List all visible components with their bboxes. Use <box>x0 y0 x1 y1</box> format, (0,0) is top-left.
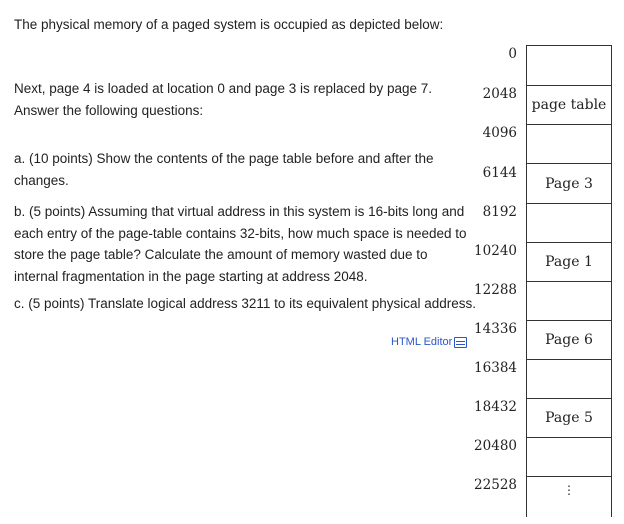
question-a: a. (10 points) Show the contents of the page table before and after the changes. <box>14 151 434 188</box>
address-label: 10240 <box>474 243 517 259</box>
frame-divider <box>527 124 611 125</box>
address-label: 16384 <box>474 360 517 376</box>
frame-content-page-3: Page 3 <box>545 176 593 192</box>
physical-memory-diagram <box>526 45 612 517</box>
address-label: 2048 <box>482 86 517 102</box>
frame-content-page-table: page table <box>531 97 607 113</box>
frame-content-page-5: Page 5 <box>545 410 593 426</box>
frame-divider <box>527 476 611 477</box>
frame-divider <box>527 163 611 164</box>
address-label: 0 <box>508 46 517 62</box>
frame-divider <box>527 85 611 86</box>
continuation-dots: ⋮ <box>563 483 575 497</box>
html-editor-link[interactable] <box>391 336 467 348</box>
instructions-text: Next, page 4 is loaded at location 0 and page 3 is replaced by page 7. Answer the following questions: <box>14 81 433 118</box>
question-b: b. (5 points) Assuming that virtual address in this system is 16-bits long and each entry of the page-table contains 32-bits, how much space is needed to store the page table? Calculate the amount of memory wasted due to internal fragmentation in the page starting at address 2048. <box>14 204 467 284</box>
address-label: 14336 <box>474 321 517 337</box>
frame-divider <box>527 281 611 282</box>
frame-divider <box>527 398 611 399</box>
html-editor-label[interactable]: HTML Editor <box>391 336 453 348</box>
frame-divider <box>527 242 611 243</box>
frame-divider <box>527 320 611 321</box>
question-c: c. (5 points) Translate logical address 3211 to its equivalent physical address. <box>14 296 476 311</box>
frame-content-page-1: Page 1 <box>545 254 593 270</box>
keyboard-icon[interactable] <box>454 337 467 348</box>
address-label: 6144 <box>482 165 517 181</box>
frame-content-page-6: Page 6 <box>545 332 593 348</box>
address-label: 22528 <box>474 477 517 493</box>
frame-divider <box>527 437 611 438</box>
address-label: 18432 <box>474 399 517 415</box>
intro-text: The physical memory of a paged system is occupied as depicted below: <box>14 17 444 32</box>
frame-divider <box>527 359 611 360</box>
address-label: 4096 <box>482 125 517 141</box>
address-label: 12288 <box>474 282 517 298</box>
frame-divider <box>527 203 611 204</box>
address-label: 8192 <box>482 204 517 220</box>
address-label: 20480 <box>474 438 517 454</box>
